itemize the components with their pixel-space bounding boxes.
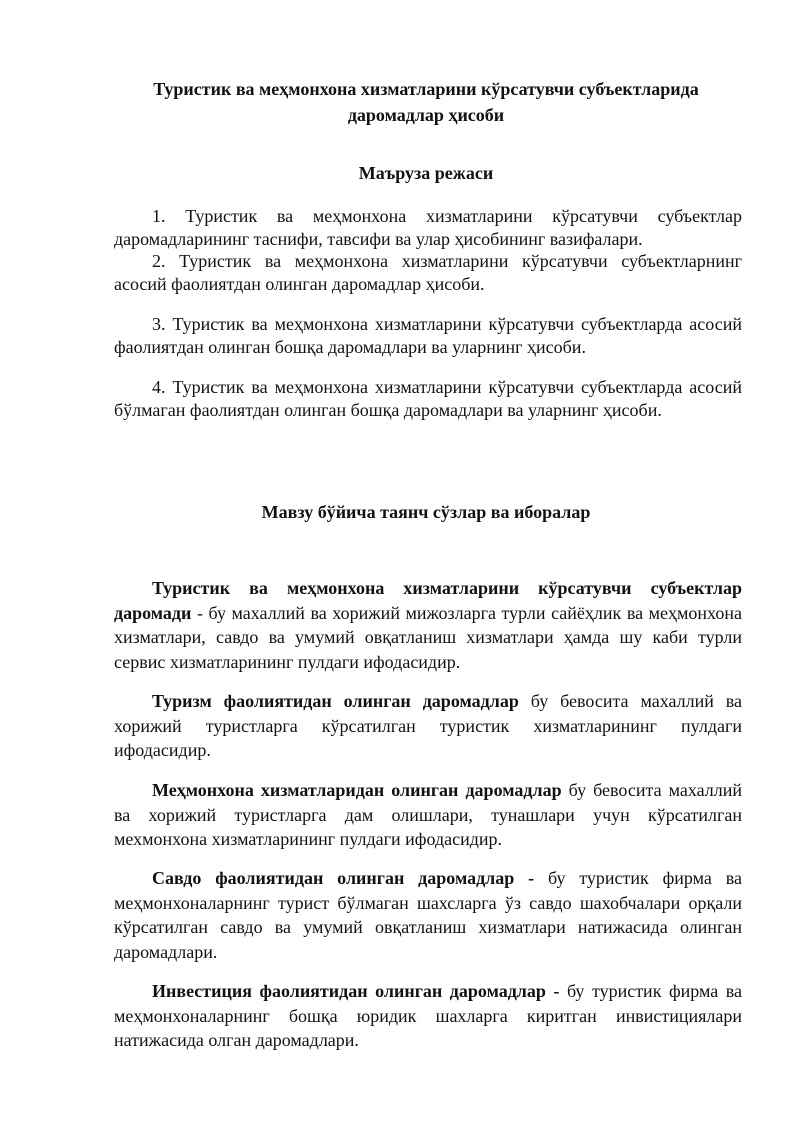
definition-2 [114,689,742,763]
definition-text: бу бевосита махаллий ва хорижий туристларга дам олишлари, тунашлари учун кўрсатилган мехмонхона хизматларининг пулдаги ифодасидир. [114,780,742,849]
definition-5 [114,979,742,1053]
definition-text: бу туристик фирма ва меҳмонхоналарнинг бошқа юридик шахларга киритган инвистициялари натижасида олган даромадлари. [114,981,742,1050]
definition-text: - бу махаллий ва хорижий мижозларга турли сайёҳлик ва меҳмонхона хизматлари, савдо ва умумий овқатланиш хизматлари ҳамда шу каби турли сервис хизматларининг пулдаги ифодасидир. [114,602,742,672]
definition-term: Инвестиция фаолиятидан олинган даромадлар - [152,981,560,1001]
lecture-plan-heading: Маъруза режаси [358,163,494,183]
plan-item-2: 2. Туристик ва меҳмонхона хизматларини кўрсатувчи субъектларнинг асосий фаолиятдан олинган даромадлар ҳисоби. [114,251,742,294]
definition-4 [114,866,742,964]
definition-term: Туристик ва меҳмонхона хизматларини кўрсатувчи субъектлар даромади [114,578,742,623]
definition-term: Меҳмонхона хизматларидан олинган даромадлар [152,780,562,800]
plan-item-3: 3. Туристик ва меҳмонхона хизматларини кўрсатувчи субъектларда асосий фаолиятдан олинган бошқа даромадлари ва уларнинг ҳисоби. [114,314,742,357]
definition-1 [114,576,742,674]
definition-term: Савдо фаолиятидан олинган даромадлар - [152,868,535,888]
definition-text: бу бевосита махаллий ва хорижий туристларга кўрсатилган туристик хизматларининг пулдаги ифодасидир. [114,691,742,760]
plan-item-1: 1. Туристик ва меҳмонхона хизматларини кўрсатувчи субъектлар даромадларининг таснифи, тавсифи ва улар ҳисобининг вазифалари. [114,206,742,249]
definition-text: бу туристик фирма ва меҳмонхоналарнинг турист бўлмаган шахсларга ўз савдо шахобчалари орқали кўрсатилган савдо ва умумий овқатланиш хизматлари натижасида олинган даромадлари. [114,868,743,962]
key-terms-heading: Мавзу бўйича таянч сўзлар ва иборалар [261,502,591,522]
definition-3 [114,778,742,852]
document-title: Туристик ва меҳмонхона хизматларини кўрсатувчи субъектларида даромадлар ҳисоби [153,79,699,125]
plan-item-4: 4. Туристик ва меҳмонхона хизматларини кўрсатувчи субъектларда асосий бўлмаган фаолиятдан олинган бошқа даромадлари ва уларнинг ҳисоби. [114,377,742,420]
definition-term: Туризм фаолиятидан олинган даромадлар [152,691,519,711]
